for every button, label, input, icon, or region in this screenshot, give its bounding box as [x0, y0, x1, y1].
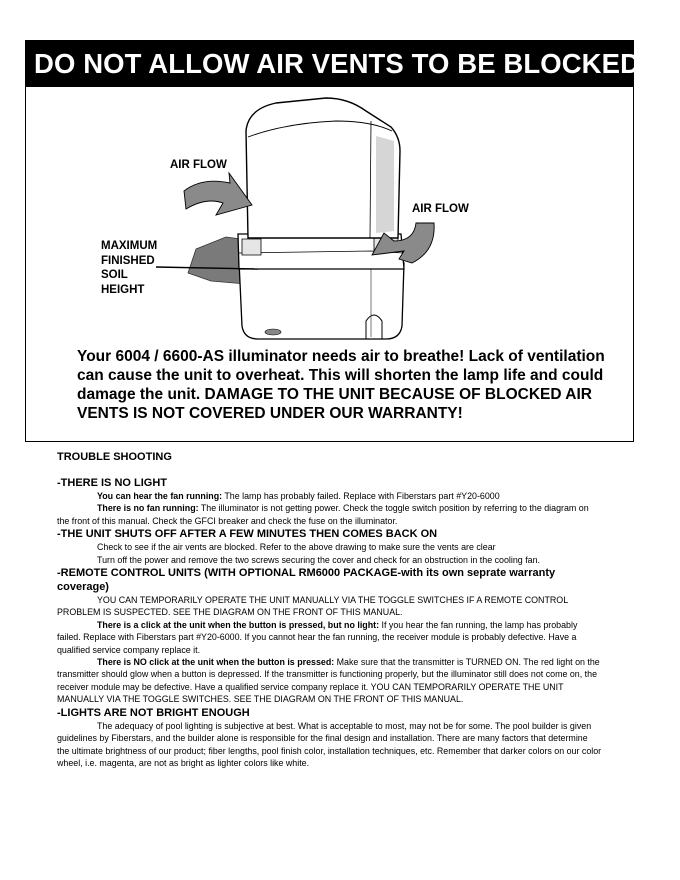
remote-manual-operation: YOU CAN TEMPORARILY OPERATE THE UNIT MANUALLY VIA THE TOGGLE SWITCHES IF A REMOTE CONTROL PROBLEM IS SUSPECTED. SEE THE DIAGRAM ON THE FRONT OF THIS MANUAL.: [57, 595, 568, 618]
shuts-off-heading: -THE UNIT SHUTS OFF AFTER A FEW MINUTES THEN COMES BACK ON: [57, 528, 438, 541]
warning-box: [25, 40, 650, 442]
warning-banner: DO NOT ALLOW AIR VENTS TO BE BLOCKED!: [26, 41, 633, 87]
base-enclosure: [239, 261, 404, 339]
soil-label-line: SOIL: [101, 269, 128, 281]
troubleshooting-section: [57, 450, 602, 769]
troubleshooting-title: TROUBLE SHOOTING: [57, 451, 172, 463]
no-fan-lead: There is no fan running:: [97, 503, 199, 514]
ventilation-warning: [77, 347, 617, 423]
brightness-text: The adequacy of pool lighting is subjective at best. What is acceptable to most, may not be for some. The pool builder is given guidelines by Fiberstars, and the builder alone is responsible for the final design and installation. There are many factors that determine the ultimate brightness of our product; fiber lengths, pool finish color, installation techniques, etc. Remember that darker colors on our color wheel, i.e. magenta, are not as bright as lighter colors like white.: [57, 720, 602, 768]
remote-no-click: [57, 656, 602, 706]
no-fan-text: The illuminator is not getting power. Check the toggle switch position by referring to the diagram on the front of this manual. Check the GFCI breaker and check the fuse on the illuminator.: [57, 503, 589, 526]
soil-label-line: MAXIMUM: [101, 240, 158, 252]
warning-text: Your 6004 / 6600-AS illuminator needs air to breathe! Lack of ventilation can cause the unit to overheat. This will shorten the lamp life and could damage the unit.: [77, 348, 605, 403]
click-no-light-lead: There is a click at the unit when the button is pressed, but no light:: [97, 619, 380, 630]
warranty-warning-text: DAMAGE TO THE UNIT BECAUSE OF BLOCKED AIR VENTS IS NOT COVERED UNDER OUR WARRANTY!: [77, 386, 592, 422]
soil-height-label: [101, 239, 157, 297]
no-light-heading: -THERE IS NO LIGHT: [57, 477, 167, 489]
soil-label-line: FINISHED: [101, 254, 155, 267]
brightness-heading: -LIGHTS ARE NOT BRIGHT ENOUGH: [57, 706, 250, 719]
shuts-off-step-2: Turn off the power and remove the two screws securing the cover and check for an obstruction in the cooling fan.: [97, 554, 541, 565]
spacer: [57, 464, 602, 476]
no-light-fan-running: [57, 490, 602, 502]
no-click-lead: There is NO click at the unit when the button is pressed:: [97, 657, 335, 668]
no-light-no-fan: [57, 502, 602, 527]
no-click-text: Make sure that the transmitter is TURNED ON. The red light on the transmitter should glow when a button is depressed. If the transmitter is functioning properly, but the illuminator still does not come on, the receiver module may be defective. Have a qualified service company replace it. YOU CAN TEMPORARILY OPERATE THE UNIT MANUALLY VIA THE TOGGLE SWITCHES. SEE THE DIAGRAM ON THE FRONT OF THIS MANUAL.: [57, 657, 600, 705]
remote-control-heading: -REMOTE CONTROL UNITS (WITH OPTIONAL RM6000 PACKAGE-with its own seprate warranty coverage): [57, 567, 556, 594]
air-flow-label-right: AIR FLOW: [412, 203, 469, 215]
housing-shade: [376, 136, 394, 233]
shuts-off-step-1: Check to see if the air vents are blocked. Refer to the above drawing to make sure the vents are clear: [97, 542, 496, 553]
click-no-light-text: If you hear the fan running, the lamp has probably failed. Replace with Fiberstars part #Y20-6000. If you cannot hear the fan running, the receiver module is probably defective. Have a qualified service company replace it.: [57, 619, 578, 655]
remote-click-no-light: [57, 619, 602, 656]
fan-running-lead: You can hear the fan running:: [97, 491, 223, 501]
soil-label-line: HEIGHT: [101, 283, 145, 296]
base-foot: [265, 329, 281, 335]
air-flow-arrow-left: [184, 173, 252, 215]
fan-running-text: The lamp has probably failed. Replace with Fiberstars part #Y20-6000: [222, 491, 500, 501]
air-flow-label-left: AIR FLOW: [170, 159, 227, 171]
vent-slot-left: [242, 239, 261, 255]
